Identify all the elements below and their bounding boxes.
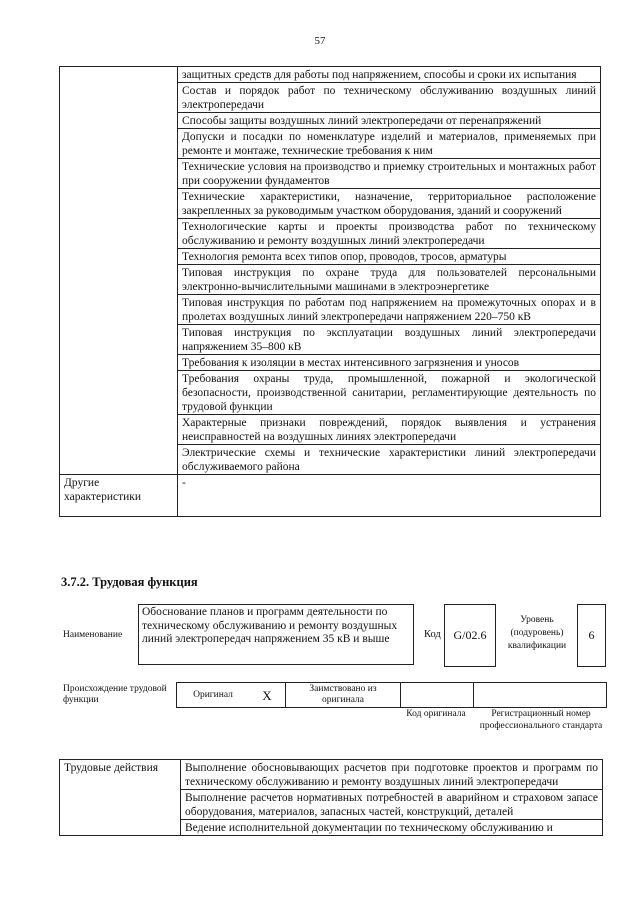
code-label: Код [424,629,441,640]
function-code: G/02.6 [444,604,496,667]
qualification-level: 6 [577,604,606,667]
knowledge-item: Типовая инструкция по работам под напряжением на промежуточных опорах и в пролетах воздушных линий электропередачи напряжением 220–750 кВ [178,295,601,325]
knowledge-item: защитных средств для работы под напряжением, способы и сроки их испытания [178,67,601,83]
knowledge-item: Технические условия на производство и приемку строительных и монтажных работ при сооружении фундаментов [178,159,601,189]
labor-actions-label: Трудовые действия [60,760,181,836]
origin-label: Происхождение трудовой функции [63,684,167,705]
page-number: 57 [314,35,326,47]
labor-action-item: Выполнение расчетов нормативных потребностей в аварийном и страховом запасе оборудования, материалов, запасных частей, конструкций, деталей [181,790,603,820]
labor-actions-table [59,759,603,836]
knowledge-item: Типовая инструкция по эксплуатации воздушных линий электропередачи напряжением 35–800 кВ [178,325,601,355]
knowledge-item: Технологические карты и проекты производства работ по техническому обслуживанию и ремонту воздушных линий электропередачи [178,219,601,249]
reg-number-cell [474,683,607,708]
table-row [60,760,603,790]
table-row [60,475,601,517]
table-row [60,67,601,83]
knowledge-item: Электрические схемы и технические характеристики линий электропередачи обслуживаемого района [178,445,601,475]
knowledge-item: Допуски и посадки по номенклатуре изделий и материалов, применяемых при ремонте и монтаже, технические требования к ним [178,129,601,159]
labor-action-item: Выполнение обосновывающих расчетов при подготовке проектов и программ по техническому обслуживанию и ремонту воздушных линий электропередачи [181,760,603,790]
borrowed-label: Заимствовано из оригинала [286,683,401,708]
origin-code-cell [401,683,474,708]
knowledge-item: Требования охраны труда, промышленной, пожарной и экологической безопасности, производственной санитарии, регламентирующие деятельность по трудовой функции [178,371,601,415]
name-label: Наименование [63,630,123,640]
knowledge-item: Требования к изоляции в местах интенсивного загрязнения и уносов [178,355,601,371]
knowledge-table [59,66,601,517]
section-title: 3.7.2. Трудовая функция [61,575,198,589]
labor-action-item: Ведение исполнительной документации по техническому обслуживанию и [181,820,603,836]
function-name: Обоснование планов и программ деятельности по техническому обслуживанию и ремонту воздушных линий электропередач напряжением 35 кВ и выше [138,604,414,665]
other-characteristics-value: - [178,475,601,517]
knowledge-item: Состав и порядок работ по техническому обслуживанию воздушных линий электропередачи [178,83,601,113]
reg-number-caption: Регистрационный номер профессионального стандарта [479,709,603,731]
level-label: Уровень (подуровень) квалификации [507,615,567,651]
origin-code-caption: Код оригинала [406,709,466,719]
original-mark: X [249,683,286,708]
original-label: Оригинал [177,683,250,708]
other-characteristics-label: Другие характеристики [60,475,178,517]
empty-label-cell [60,67,178,475]
knowledge-item: Типовая инструкция по охране труда для пользователей персональными электронно-вычислительными машинами в электроэнергетике [178,265,601,295]
knowledge-item: Технология ремонта всех типов опор, проводов, тросов, арматуры [178,249,601,265]
knowledge-item: Технические характеристики, назначение, территориальное расположение закрепленных за руководимым участком оборудования, зданий и сооружений [178,189,601,219]
knowledge-item: Способы защиты воздушных линий электропередачи от перенапряжений [178,113,601,129]
origin-table [176,682,607,708]
knowledge-item: Характерные признаки повреждений, порядок выявления и устранения неисправностей на воздушных линиях электропередачи [178,415,601,445]
